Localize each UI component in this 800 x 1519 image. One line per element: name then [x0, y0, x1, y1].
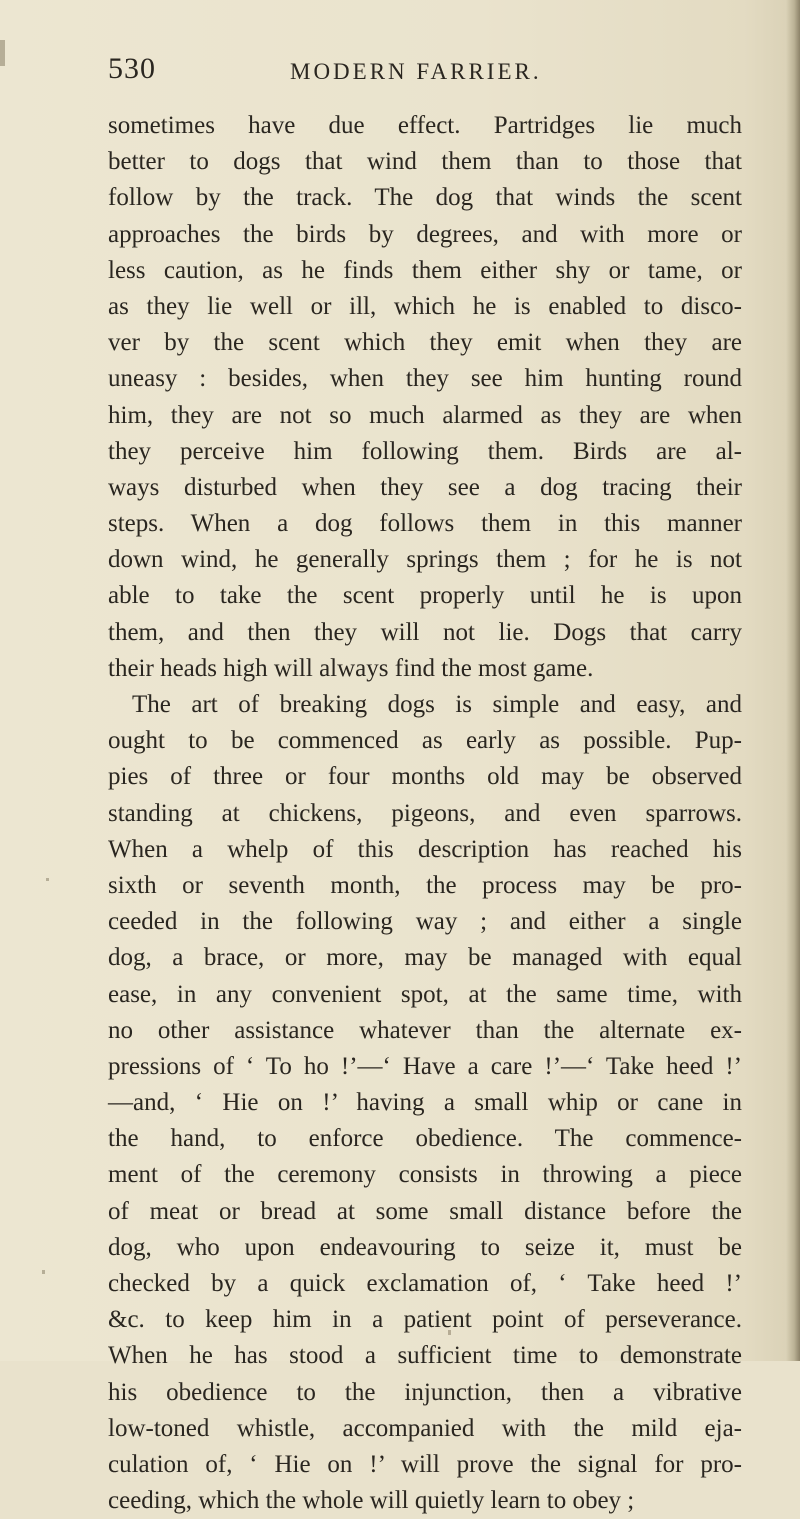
- text-line: ought to be commenced as early as possible. Pup-: [108, 727, 742, 755]
- text-line: dog, who upon endeavouring to seize it, must be: [108, 1233, 742, 1261]
- text-line: dog, a brace, or more, may be managed with equal: [108, 944, 742, 972]
- text-line: sixth or seventh month, the process may be pro-: [108, 871, 742, 899]
- text-line: them, and then they will not lie. Dogs that carry: [108, 618, 742, 646]
- text-line: &c. to keep him in a patient point of perseverance.: [108, 1306, 742, 1334]
- text-line: no other assistance whatever than the alternate ex-: [108, 1016, 742, 1044]
- text-line: they perceive him following them. Birds are al-: [108, 437, 742, 465]
- text-line: follow by the track. The dog that winds the scent: [108, 184, 742, 212]
- text-line: better to dogs that wind them than to those that: [108, 148, 742, 176]
- text-line: ease, in any convenient spot, at the same time, with: [108, 980, 742, 1008]
- text-line: ver by the scent which they emit when they are: [108, 329, 742, 357]
- page-edge-shadow: [786, 0, 800, 1361]
- page-number: 530: [108, 52, 156, 85]
- text-line: uneasy : besides, when they see him hunting round: [108, 365, 742, 393]
- text-line: ceeding, which the whole will quietly learn to obey ;: [108, 1487, 635, 1515]
- text-line: ways disturbed when they see a dog tracing their: [108, 473, 742, 501]
- page-header: [108, 52, 748, 92]
- text-line: sometimes have due effect. Partridges lie much: [108, 112, 742, 139]
- text-line: When a whelp of this description has reached his: [108, 835, 742, 863]
- text-line: the hand, to enforce obedience. The commence-: [108, 1125, 742, 1153]
- text-line: culation of, ‘ Hie on !’ will prove the signal for pro-: [108, 1450, 742, 1478]
- text-line: ment of the ceremony consists in throwing a piece: [108, 1161, 742, 1189]
- text-line: him, they are not so much alarmed as they are when: [108, 401, 742, 429]
- text-line: less caution, as he finds them either shy or tame, or: [108, 256, 742, 284]
- text-line: of meat or bread at some small distance before the: [108, 1197, 742, 1225]
- text-line: —and, ‘ Hie on !’ having a small whip or cane in: [108, 1089, 742, 1117]
- text-line: pressions of ‘ To ho !’—‘ Have a care !’—‘ Take heed !’: [108, 1052, 742, 1080]
- running-head: MODERN FARRIER.: [290, 59, 542, 84]
- margin-mark: [46, 878, 49, 881]
- text-line: his obedience to the injunction, then a vibrative: [108, 1378, 742, 1406]
- text-line: pies of three or four months old may be observed: [108, 763, 742, 791]
- text-line: When he has stood a sufficient time to demonstrate: [108, 1342, 742, 1370]
- text-line: ceeded in the following way ; and either a single: [108, 908, 742, 936]
- margin-mark: [42, 1270, 45, 1274]
- text-line: standing at chickens, pigeons, and even sparrows.: [108, 799, 742, 827]
- text-line: as they lie well or ill, which he is enabled to disco-: [108, 292, 742, 320]
- text-line: approaches the birds by degrees, and with more or: [108, 220, 742, 248]
- text-line: able to take the scent properly until he is upon: [108, 582, 742, 610]
- text-line: their heads high will always find the most game.: [108, 654, 594, 682]
- body-text: [108, 108, 742, 1519]
- paragraph-start-line: The art of breaking dogs is simple and easy, and: [132, 691, 742, 718]
- text-line: steps. When a dog follows them in this manner: [108, 510, 742, 538]
- margin-mark: [0, 40, 5, 66]
- text-line: checked by a quick exclamation of, ‘ Take heed !’: [108, 1270, 742, 1297]
- text-line: low-toned whistle, accompanied with the mild eja-: [108, 1414, 742, 1442]
- text-line: down wind, he generally springs them ; for he is not: [108, 546, 742, 574]
